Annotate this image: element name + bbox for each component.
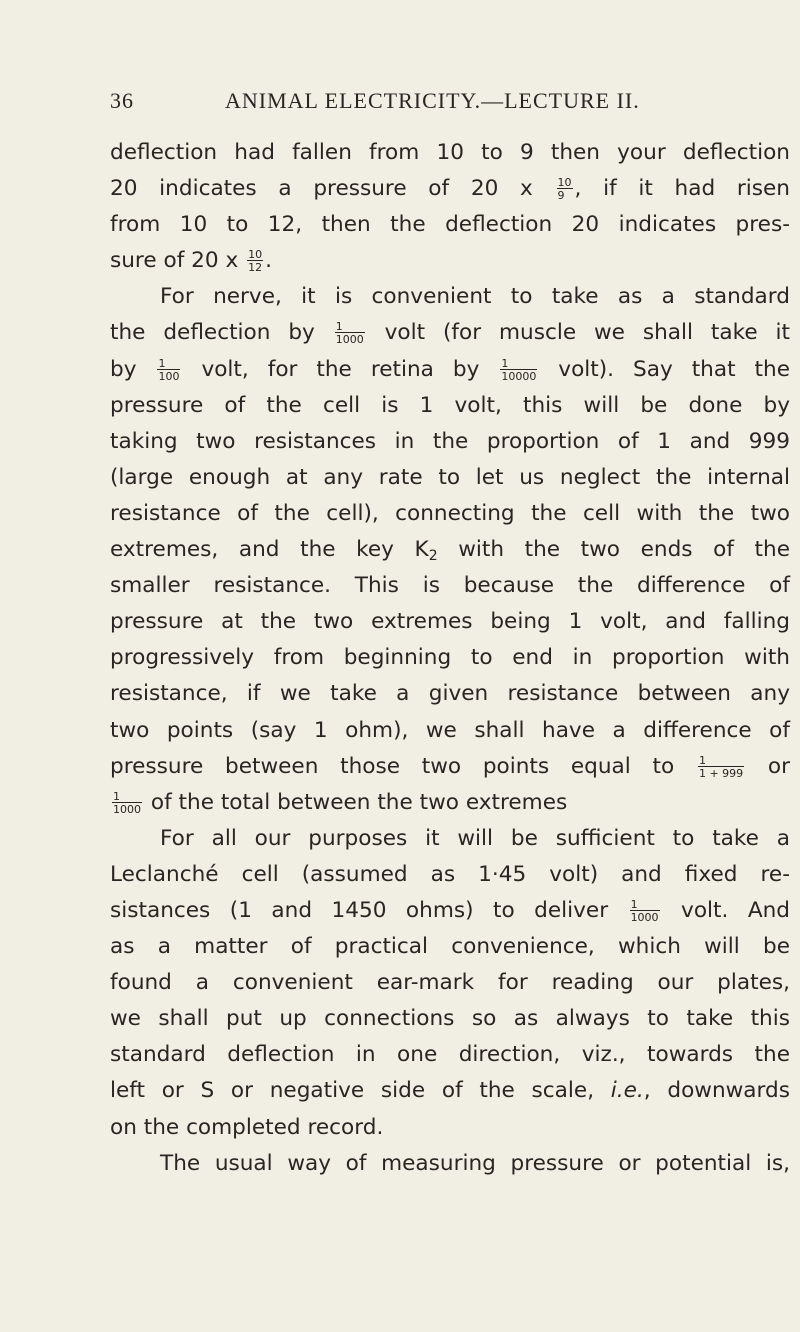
page-number: 36 xyxy=(110,88,134,113)
fraction-1-over-10000: $\frac{1}{10000}$ xyxy=(501,356,537,383)
text-line-22: sistances (1 and 1450 ohms) to deliver $\frac{1}{1000}$ volt. And xyxy=(110,897,790,924)
text-line-24: found a convenient ear-mark for reading our plates, xyxy=(110,970,790,996)
fraction-1-over-1000-c: $\frac{1}{1000}$ xyxy=(630,897,659,924)
text-line-5: For nerve, it is convenient to take as a standard xyxy=(160,284,790,310)
text-line-18: pressure between those two points equal to $\frac{1}{1 + 999}$ or xyxy=(110,753,790,780)
italic-ie: i.e. xyxy=(610,1078,644,1104)
text-line-3: from 10 to 12, then the deflection 20 indicates pres- xyxy=(110,212,790,238)
text-line-27: left or S or negative side of the scale, i.e., downwards xyxy=(110,1078,790,1104)
subscript-2: 2 xyxy=(428,548,438,565)
text-line-11: resistance of the cell), connecting the cell with the two xyxy=(110,500,790,526)
body-text xyxy=(110,135,790,1182)
text-line-19: $\frac{1}{1000}$ of the total between the two extremes xyxy=(113,789,568,816)
fraction-1-over-100: $\frac{1}{100}$ xyxy=(158,356,180,383)
running-head: ANIMAL ELECTRICITY.—LECTURE II. xyxy=(225,88,640,113)
text-line-29: The usual way of measuring pressure or potential is, xyxy=(160,1150,790,1176)
text-line-13: smaller resistance. This is because the difference of xyxy=(110,573,790,599)
text-line-1: deflection had fallen from 10 to 9 then your deflection xyxy=(110,140,790,165)
fraction-10-over-12: $\frac{10}{12}$ xyxy=(248,248,263,275)
text-line-26: standard deflection in one direction, viz., towards the xyxy=(110,1042,790,1068)
text-line-8: pressure of the cell is 1 volt, this will be done by xyxy=(110,392,790,418)
text-line-15: progressively from beginning to end in proportion with xyxy=(110,645,790,671)
page-header xyxy=(110,88,790,118)
text-line-23: as a matter of practical convenience, which will be xyxy=(110,934,790,960)
text-line-4: sure of 20 x $\frac{10}{12}$ . xyxy=(110,248,273,275)
text-line-10: (large enough at any rate to let us neglect the internal xyxy=(110,464,790,490)
text-line-16: resistance, if we take a given resistance between any xyxy=(110,681,790,707)
text-line-25: we shall put up connections so as always to take this xyxy=(110,1006,790,1032)
fraction-1-over-1000-b: $\frac{1}{1000}$ xyxy=(113,789,141,816)
text-line-14: pressure at the two extremes being 1 volt, and falling xyxy=(110,609,790,635)
text-line-7: by $\frac{1}{100}$ volt, for the retina by $\frac{1}{10000}$ volt). Say that the xyxy=(110,356,790,383)
fraction-10-over-9: $\frac{10}{9}$ xyxy=(557,176,572,203)
fraction-1-over-1-plus-999: $\frac{1}{1 + 999}$ xyxy=(698,753,744,780)
fraction-1-over-1000: $\frac{1}{1000}$ xyxy=(335,320,364,347)
text-line-6: the deflection by $\frac{1}{1000}$ volt (for muscle we shall take it xyxy=(110,320,790,347)
text-line-21: Leclanché cell (assumed as 1·45 volt) and fixed re- xyxy=(110,861,790,887)
text-line-9: taking two resistances in the proportion of 1 and 999 xyxy=(110,428,790,454)
text-line-28: on the completed record. xyxy=(110,1114,384,1140)
text-line-20: For all our purposes it will be sufficient to take a xyxy=(160,825,790,851)
text-line-12: extremes, and the key $K_2$ with the two ends of the xyxy=(110,537,790,565)
text-line-17: two points (say 1 ohm), we shall have a difference of xyxy=(110,717,790,743)
text-line-2: 20 indicates a pressure of 20 x $\frac{10}{9}$ , if it had risen xyxy=(110,176,790,203)
